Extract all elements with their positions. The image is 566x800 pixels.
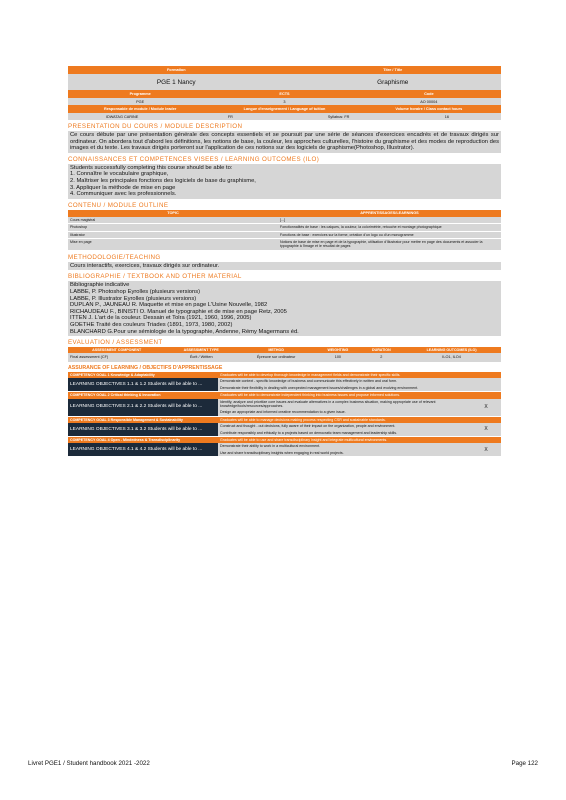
goal-label: COMPETENCY GOAL 4 Open - Mindedness & Transdisciplinarity (68, 437, 218, 443)
eval-header: LEARNING OUTCOMES (ILO) (402, 347, 501, 353)
formation-value: PGE 1 Nancy (156, 78, 196, 86)
presentation-title: PRESENTATION DU COURS / MODULE DESCRIPTION (68, 123, 243, 130)
language-value: FR (227, 114, 233, 119)
page-footer (28, 760, 538, 767)
goal-description: Graduates will be able to manage decisions making process respecting CSR and sustainable standards. (218, 417, 501, 423)
goal-description: Graduates will be able to demonstrate independent thinking into business issues and propose informed solutions. (218, 392, 501, 398)
objective-text: Demonstrate their ability to work in a multicultural environment. (218, 443, 471, 449)
table-row (68, 217, 501, 224)
eval-cell: 2 (361, 353, 403, 362)
title-value: Graphisme (377, 78, 409, 86)
eval-header: DURATION (361, 347, 403, 353)
bibliography-box (68, 281, 501, 336)
bib-line: LABBE, P. Illustrator Eyrolles (plusieurs versions) (70, 295, 197, 302)
goal-mark: X (471, 399, 501, 416)
topic-header: TOPIC (68, 210, 278, 217)
goal-label: COMPETENCY GOAL 1 Knowledge & Adaptability (68, 372, 218, 378)
goal-mark (471, 378, 501, 391)
header-row2-labels (68, 90, 501, 98)
eval-header: ASSESSMENT TYPE (165, 347, 237, 353)
eval-header: METHOD (237, 347, 315, 353)
syllabus-page (68, 66, 501, 456)
topic-cell: Mise en page (68, 238, 278, 250)
objective-label: LEARNING OBJECTIVES 3.1 & 3.2 Students will be able to ... (68, 423, 218, 436)
presentation-text: Ce cours débute par une présentation générale des concepts essentiels et se poursuit par une série de séances d'exercices encadrés et de travaux dirigés sur ordinateur. On abordera tout d'abord les définitions, les notions de base, la couleur, les approches culturelles, l'histoire du graphisme et des modes de reproduction des images et du texte. Les travaux dirigés porteront sur l'application de ces notions sur des logiciels de graphisme(Photoshop, Illustrator). (70, 132, 499, 152)
bib-line: ITTEN J. L'art de la couleur. Dessain et Tolra (1921, 1960, 1996, 2005) (70, 315, 252, 322)
methodology-text: Cours interactifs, exercices, travaux dirigés sur ordinateur. (68, 262, 501, 271)
bibliography-title: BIBLIOGRAPHIE / TEXTBOOK AND OTHER MATERIAL (68, 273, 242, 281)
topic-cell: Cours magistral (68, 217, 278, 224)
topic-cell: Illustrator (68, 231, 278, 238)
evaluation-table (68, 347, 501, 362)
eval-cell: 100 (315, 353, 360, 362)
code-label: Code (424, 92, 434, 96)
ects-label: ECTS (279, 92, 290, 96)
objective-label: LEARNING OBJECTIVES 4.1 & 4.2 Students will be able to ... (68, 443, 218, 456)
eval-cell: Épreuve sur ordinateur (237, 353, 315, 362)
learning-outcomes-box (68, 164, 501, 199)
bib-line: GOETHE Traité des couleurs Triades (1891, 1973, 1980, 2002) (70, 321, 233, 328)
bib-line: LABBE, P. Photoshop Eyrolles (plusieurs versions) (70, 288, 201, 295)
learnings-header: APPRENTISSAGES/LEARNINGS (278, 210, 501, 217)
outcome-line: 4. Communiquer avec les professionnels. (70, 191, 177, 198)
hours-label: Volume horaire / Class contact hours (395, 107, 463, 111)
bib-line: BLANCHARD G.Pour une sémiologie de la typographie, Andenne, Rémy Magermans éd. (70, 328, 299, 335)
page-number: Page 122 (511, 760, 538, 767)
methodology-title: METHODOLOGIE/TEACHING (68, 253, 161, 261)
programme-label: Programme (129, 92, 151, 96)
outcome-line: 3. Appliquer la méthode de mise en page (70, 184, 176, 191)
title-label: Titre / Title (383, 68, 403, 72)
table-row (68, 238, 501, 250)
goal-mark: X (471, 443, 501, 456)
footer-handbook-label: Livret PGE1 / Student handbook 2021 -2022 (28, 760, 150, 767)
table-row (68, 353, 501, 362)
objective-text: Contribute responsibly and ethically to a projects based on democratic team management and leadership skills. (218, 430, 471, 436)
outcome-line: 2. Maîtriser les principales fonctions des logiciels de base du graphisme, (70, 177, 256, 184)
learning-outcomes-title: CONNAISSANCES ET COMPETENCES VISEES / LEARNING OUTCOMES (ILO) (68, 155, 320, 163)
leader-value: IDWATAG CARINE (105, 114, 139, 119)
eval-header: WEIGHTING (315, 347, 360, 353)
objective-text: Demonstrate context - specific knowledge of business and communicate this effectively in written and oral form. (218, 378, 471, 384)
aol-title: ASSURANCE OF LEARNING / OBJECTIFS D'APPRENTISSAGE (68, 364, 223, 371)
outcome-line: Students successfully completing this course should be able to: (70, 164, 233, 171)
objective-text: Use and share transdisciplinary insights when engaging in real world projects. (218, 450, 471, 456)
ects-value: 3 (283, 99, 286, 104)
header-row3-labels (68, 105, 501, 113)
goal-description: Graduates will be able to develop thorough knowledge in management fields and demonstrate their specific skills. (218, 372, 501, 378)
goal-label: COMPETENCY GOAL 2 Critical thinking & Innovation (68, 392, 218, 398)
eval-header: ASSESSMENT COMPONENT (68, 347, 165, 353)
objective-label: LEARNING OBJECTIVES 1.1 & 1.2 Students will be able to ... (68, 378, 218, 391)
evaluation-title: EVALUATION / ASSESSMENT (68, 339, 163, 347)
outline-table (68, 210, 501, 251)
formation-label: Formation (166, 68, 186, 72)
objective-text: Identify, analyze and prioritize core issues and evaluate alternatives in a complex business situation, making appropriate use of relevant knowledge/tools/resources/approaches. (218, 399, 471, 410)
bib-line: Bibliographie indicative (70, 282, 130, 289)
aol-table (68, 372, 501, 456)
code-value: AO 00004 (420, 99, 438, 104)
learning-cell: Notions de base de mise en page et de la typographie, utilisation d'Illustrator pour mettre en page des documents et associer la typographie à l'image et le résultat de pages (278, 238, 501, 250)
objective-text: Demonstrate their flexibility in dealing with unexpected management issues/challenges in a global and evolving environment. (218, 385, 471, 391)
language-label: Langue d'enseignement / Language of tuition (243, 107, 326, 111)
goal-label: COMPETENCY GOAL 3 Responsible Management & Sustainability (68, 417, 218, 423)
eval-cell: ILO1, ILO4 (402, 353, 501, 362)
hours-value: 16 (444, 114, 449, 119)
topic-cell: Photoshop (68, 224, 278, 231)
goal-mark: X (471, 423, 501, 436)
header-row3-values (68, 113, 501, 120)
syllabus-language-value: Syllabus: FR (327, 114, 350, 119)
objective-text: Construct and thought - out decisions, fully aware of their impact on the organization, people and environment. (218, 423, 471, 429)
bib-line: DUPLAN P., JAUNEAU R. Maquette et mise en page L'Usine Nouvelle, 1982 (70, 302, 268, 309)
learning-cell: Fonctionnalités de base : les calques, la couleur, la colorimétrie, retouche et montage photographique (278, 224, 501, 231)
outline-title: CONTENU / MODULE OUTLINE (68, 201, 169, 209)
learning-cell: [...] (278, 217, 501, 224)
goal-description: Graduates will be able to use and share transdisciplinary insight and integrate multicultural environments. (218, 437, 501, 443)
leader-label: Responsable de module / Module leader (103, 107, 177, 111)
header-row1-values (68, 74, 501, 90)
objective-text: Design an appropriate and informed creative recommendation to a given issue. (218, 409, 471, 415)
learning-cell: Fonctions de base : exercices sur la forme, création d'un logo ou d'un monogramme (278, 231, 501, 238)
bib-line: RICHAUDEAU F., BINISTI O. Manuel de typographie et de mise en page Retz, 2005 (70, 308, 287, 315)
table-row (68, 224, 501, 231)
eval-cell: Final assessment (CF) (68, 353, 165, 362)
header-row1-labels (68, 66, 501, 74)
objective-label: LEARNING OBJECTIVES 2.1 & 2.2 Students will be able to ... (68, 399, 218, 416)
header-row2-values (68, 98, 501, 105)
eval-cell: Écrit / Written (165, 353, 237, 362)
programme-value: PGE (136, 99, 145, 104)
outcome-line: 1. Connaître le vocabulaire graphique, (70, 171, 169, 178)
table-row (68, 231, 501, 238)
